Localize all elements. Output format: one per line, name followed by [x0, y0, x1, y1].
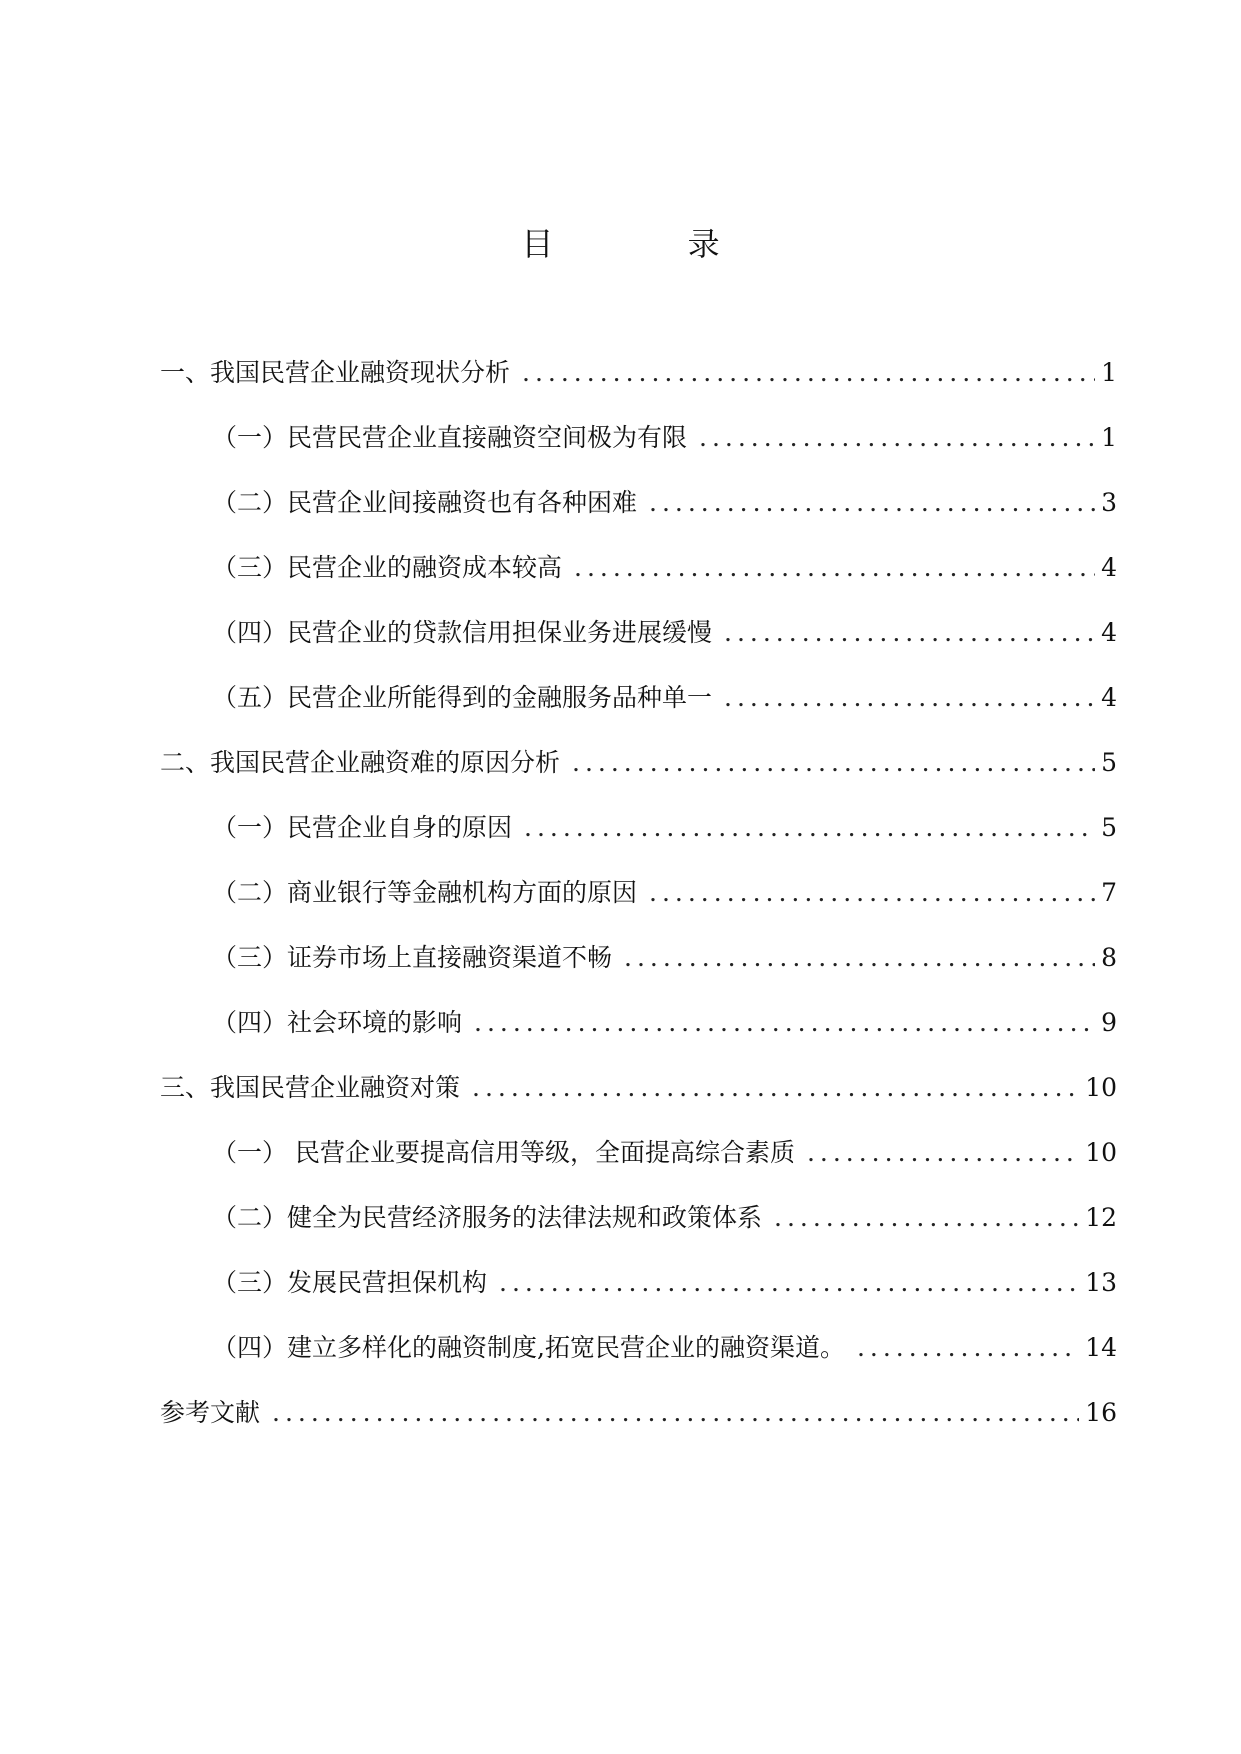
toc-entry-subsection[interactable] — [160, 680, 1117, 745]
toc-page-number: 4 — [1101, 683, 1117, 712]
toc-page-number: 7 — [1101, 878, 1117, 907]
toc-entry-text: （三）证券市场上直接融资渠道不畅 — [212, 943, 613, 972]
toc-entry-text: （一） 民营企业要提高信用等级，全面提高综合素质 — [212, 1138, 795, 1167]
toc-page-number: 16 — [1085, 1398, 1117, 1427]
toc-dot-leader — [272, 1395, 1079, 1431]
toc-dot-leader — [572, 745, 1095, 781]
toc-page-number: 1 — [1101, 423, 1117, 452]
toc-dot-leader — [574, 550, 1095, 586]
toc-dot-leader — [774, 1200, 1079, 1236]
toc-dot-leader — [807, 1135, 1079, 1171]
toc-entry-text: 一、我国民营企业融资现状分析 — [160, 358, 511, 387]
toc-entry-text: 二、我国民营企业融资难的原因分析 — [160, 748, 561, 777]
toc-page-number: 4 — [1101, 553, 1117, 582]
toc-dot-leader — [724, 615, 1095, 651]
toc-entry-section-2[interactable] — [160, 745, 1117, 810]
toc-entry-text: （二）商业银行等金融机构方面的原因 — [212, 878, 638, 907]
toc-page-number: 12 — [1085, 1203, 1117, 1232]
toc-dot-leader — [499, 1265, 1079, 1301]
toc-page-number: 9 — [1101, 1008, 1117, 1037]
toc-page-number: 10 — [1085, 1073, 1117, 1102]
toc-page-number: 10 — [1085, 1138, 1117, 1167]
toc-page-number: 5 — [1101, 813, 1117, 842]
table-of-contents — [160, 355, 1117, 1460]
toc-dot-leader — [699, 420, 1095, 456]
toc-entry-text: （四）建立多样化的融资制度,拓宽民营企业的融资渠道。 — [212, 1333, 845, 1362]
toc-page-number: 13 — [1085, 1268, 1117, 1297]
toc-entry-subsection[interactable] — [160, 810, 1117, 875]
toc-page-number: 8 — [1101, 943, 1117, 972]
toc-entry-section-3[interactable] — [160, 1070, 1117, 1135]
toc-dot-leader — [649, 485, 1095, 521]
toc-dot-leader — [524, 810, 1095, 846]
toc-entry-section-1[interactable] — [160, 355, 1117, 420]
toc-entry-subsection[interactable] — [160, 1265, 1117, 1330]
toc-entry-subsection[interactable] — [160, 1005, 1117, 1070]
toc-entry-text: （四）社会环境的影响 — [212, 1008, 463, 1037]
toc-dot-leader — [522, 355, 1095, 391]
toc-dot-leader — [472, 1070, 1079, 1106]
toc-entry-subsection[interactable] — [160, 550, 1117, 615]
toc-dot-leader — [474, 1005, 1095, 1041]
toc-entry-references[interactable] — [160, 1395, 1117, 1460]
toc-entry-subsection[interactable] — [160, 1330, 1117, 1395]
toc-entry-subsection[interactable] — [160, 1135, 1117, 1200]
toc-entry-text: 三、我国民营企业融资对策 — [160, 1073, 461, 1102]
toc-title: 目 录 — [521, 225, 782, 263]
toc-dot-leader — [857, 1330, 1079, 1366]
toc-page-number: 4 — [1101, 618, 1117, 647]
toc-entry-text: （一）民营民营企业直接融资空间极为有限 — [212, 423, 688, 452]
toc-entry-subsection[interactable] — [160, 485, 1117, 550]
toc-entry-text: （一）民营企业自身的原因 — [212, 813, 513, 842]
toc-page-number: 3 — [1101, 488, 1117, 517]
toc-entry-text: （四）民营企业的贷款信用担保业务进展缓慢 — [212, 618, 713, 647]
toc-entry-text: （三）民营企业的融资成本较高 — [212, 553, 563, 582]
toc-dot-leader — [724, 680, 1095, 716]
toc-entry-subsection[interactable] — [160, 1200, 1117, 1265]
toc-entry-subsection[interactable] — [160, 615, 1117, 680]
toc-entry-subsection[interactable] — [160, 420, 1117, 485]
toc-entry-text: （三）发展民营担保机构 — [212, 1268, 488, 1297]
toc-entry-text: 参考文献 — [160, 1398, 261, 1427]
toc-page-number: 1 — [1101, 358, 1117, 387]
toc-entry-text: （二）健全为民营经济服务的法律法规和政策体系 — [212, 1203, 763, 1232]
toc-entry-text: （五）民营企业所能得到的金融服务品种单一 — [212, 683, 713, 712]
toc-page-number: 14 — [1085, 1333, 1117, 1362]
toc-dot-leader — [624, 940, 1095, 976]
toc-page-number: 5 — [1101, 748, 1117, 777]
toc-dot-leader — [649, 875, 1095, 911]
toc-entry-subsection[interactable] — [160, 875, 1117, 940]
toc-entry-subsection[interactable] — [160, 940, 1117, 1005]
toc-entry-text: （二）民营企业间接融资也有各种困难 — [212, 488, 638, 517]
